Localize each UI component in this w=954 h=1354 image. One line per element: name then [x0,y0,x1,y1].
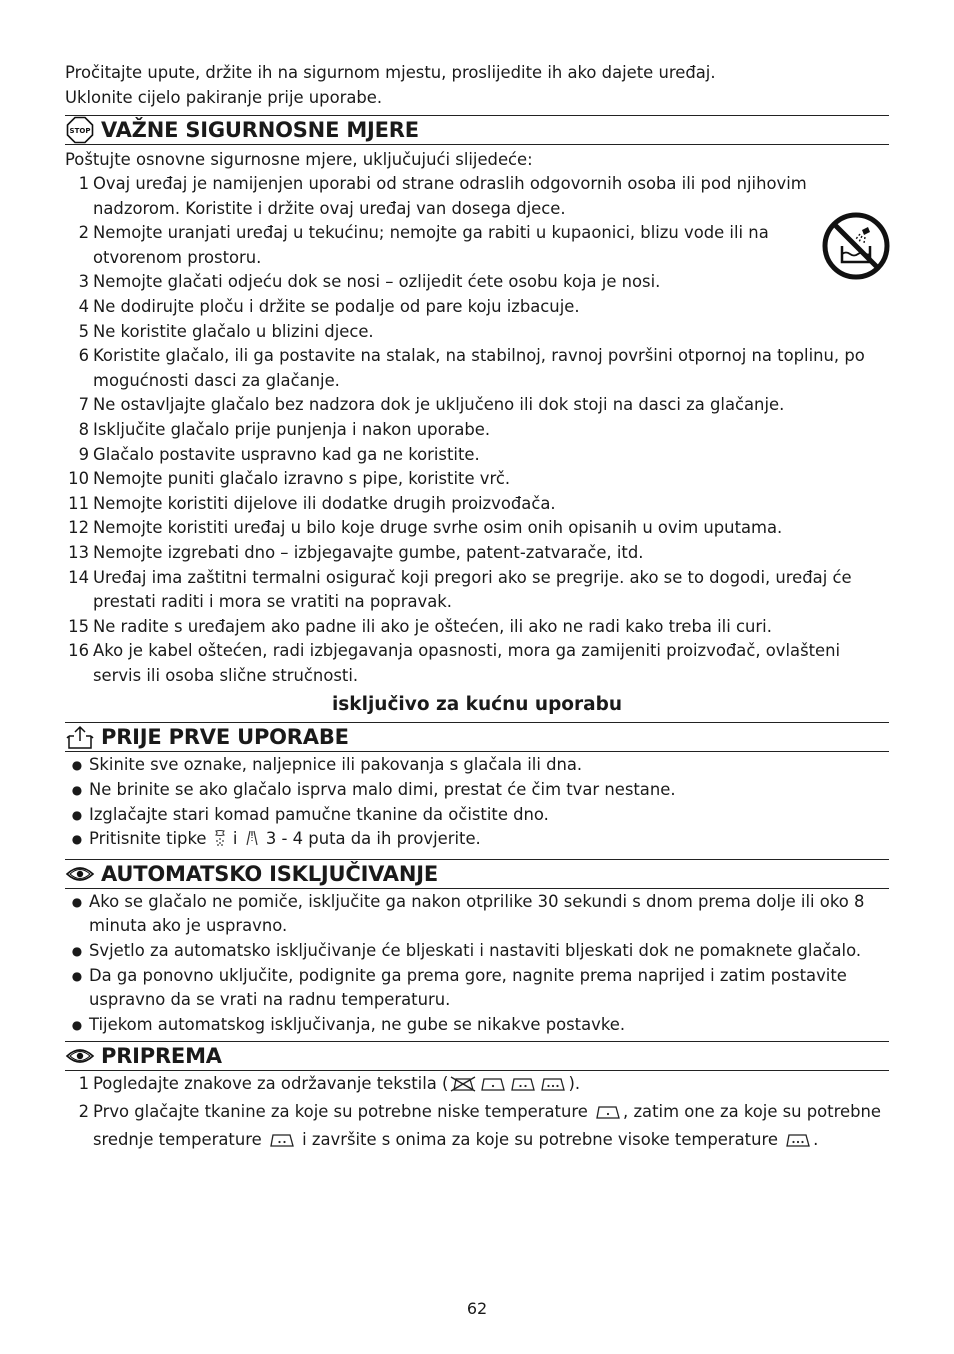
bullet-icon: ● [71,944,83,959]
bullet-icon: ● [71,783,83,798]
safety-list [65,172,889,688]
safety-item [65,344,889,393]
bullet-icon: ● [71,807,83,822]
intro-line-2: Uklonite cijelo pakiranje prije uporabe. [65,88,383,107]
list-item [65,1013,889,1038]
list-item [65,964,889,1013]
item-text: Nemojte izgrebati dno – izbjegavajte gumbe, patent-zatvarače, itd. [93,542,644,562]
first-use-list-last [65,827,889,855]
list-item [65,939,889,964]
iron-high-icon [538,1075,568,1100]
item-number: 1 [78,1074,89,1094]
page-number: 62 [466,1299,488,1318]
bullet-icon: ● [71,1017,83,1032]
bullet-icon: ● [71,894,83,909]
press-buttons-text: Pritisnite tipke [89,829,207,849]
item-number: 8 [78,419,89,439]
safety-item [65,295,889,320]
auto-off-title: AUTOMATSKO ISKLJUČIVANJE [101,861,438,886]
item-number: 12 [68,518,89,538]
safety-item [65,221,889,270]
iron-medium-icon [267,1131,297,1156]
safety-item [65,172,889,221]
intro [65,60,889,110]
item-text: Nemojte koristiti uređaj u bilo koje druge svrhe osim onih opisanih u ovim uputama. [93,518,783,538]
item-text: Ako je kabel oštećen, radi izbjegavanja opasnosti, mora ga zamijeniti proizvođač, ovlašteni servis ili osoba slične stručnosti. [93,641,841,685]
item-text: Ako se glačalo ne pomiče, isključite ga nakon otprilike 30 sekundi s dnom prema dolje ili oko 8 minuta ako je uspravno. [89,891,865,936]
item-text: Koristite glačalo, ili ga postavite na stalak, na stabilnoj, ravnoj površini otpornoj na toplinu, po mogućnosti dasci za glačanje. [93,346,865,390]
item-text: Ne dodirujte ploču i držite se podalje od pare koju izbacuje. [93,296,580,316]
item-number: 11 [68,493,89,513]
item-text: Svjetlo za automatsko isključivanje će bljeskati i nastaviti bljeskati dok ne pomaknete glačalo. [89,941,862,961]
safety-title: VAŽNE SIGURNOSNE MJERE [101,118,419,142]
iron-high-icon [783,1131,813,1156]
item-text: Da ga ponovno uključite, podignite ga prema gore, nagnite prema naprijed i zatim postavite uspravno da se vrati na radnu temperaturu. [89,965,847,1010]
list-item [65,753,889,778]
item-text: Nemojte glačati odjeću dok se nosi – ozlijedit ćete osobu koja je nosi. [93,272,661,292]
preparation-list [65,1072,889,1155]
low-temp-text: Prvo glačajte tkanine za koje su potrebne niske temperature [93,1102,588,1121]
first-use-title: PRIJE PRVE UPORABE [101,725,349,750]
item-number: 4 [78,296,89,316]
steam-shot-button-icon [243,829,261,855]
item-text: Glačalo postavite uspravno kad ga ne koristite. [93,444,480,464]
list-item [65,827,889,855]
eye-icon [65,861,95,887]
list-item [65,1100,889,1155]
intro-line-1: Pročitajte upute, držite ih na sigurnom mjestu, proslijedite ih ako dajete uređaj. [65,63,716,82]
safety-item [65,541,889,566]
item-text: Nemojte koristiti dijelove ili dodatke drugih proizvođača. [93,493,556,513]
item-text: Izglačajte stari komad pamučne tkanine da očistite dno. [89,804,549,824]
list-item [65,1072,889,1100]
and-text: i [232,829,238,849]
document-page [65,60,889,1155]
item-text: Ne ostavljajte glačalo bez nadzora dok je uključeno ili dok stoji na dasci za glačanje. [93,395,785,415]
high-temp-text: i završite s onima za koje su potrebne visoke temperature [302,1129,778,1149]
first-use-list [65,753,889,827]
item-number: 2 [78,1102,89,1121]
do-not-iron-icon [448,1075,478,1100]
item-number: 5 [78,321,89,341]
unpack-box-icon [65,724,95,750]
item-number: 7 [78,395,89,415]
list-item [65,890,889,939]
preparation-title: PRIPREMA [101,1044,222,1069]
item-number: 13 [68,542,89,562]
item-number: 6 [78,346,89,366]
care-labels-close: ). [568,1074,581,1094]
item-number: 10 [68,469,89,489]
first-use-section-header [65,722,889,752]
list-item [65,803,889,828]
safety-item [65,467,889,492]
item-number: 9 [78,444,89,464]
item-number: 1 [78,174,89,193]
item-number: 14 [68,567,89,587]
auto-off-list [65,890,889,1038]
period-text: . [813,1129,819,1149]
household-note: isključivo za kućnu uporabu [331,694,623,716]
spray-button-icon [212,829,228,855]
eye-icon [65,1043,95,1069]
item-text: Nemojte puniti glačalo izravno s pipe, koristite vrč. [93,469,511,489]
care-labels-text: Pogledajte znakove za održavanje tekstila ( [93,1074,449,1094]
bullet-icon: ● [71,832,83,847]
bullet-icon: ● [71,758,83,773]
safety-section-header [65,115,889,145]
item-number: 15 [68,616,89,636]
safety-item [65,492,889,517]
item-text: Uređaj ima zaštitni termalni osigurač koji pregori ako se pregrije. ako se to dogodi, uređaj će prestati raditi i mora se vratiti na popravak. [93,567,852,612]
safety-item [65,320,889,345]
bullet-icon: ● [71,968,83,983]
iron-medium-icon [508,1075,538,1100]
safety-item [65,516,889,541]
item-text: Isključite glačalo prije punjenja i nakon uporabe. [93,419,491,439]
preparation-section-header [65,1041,889,1071]
item-text: Tijekom automatskog isključivanja, ne gube se nikakve postavke. [89,1014,626,1034]
safety-item [65,615,889,640]
item-text: Ne brinite se ako glačalo isprva malo dimi, prestat će čim tvar nestane. [89,780,676,800]
safety-lead: Poštujte osnovne sigurnosne mjere, uključujući slijedeće: [65,150,533,169]
item-text: Ne koristite glačalo u blizini djece. [93,321,374,341]
safety-item [65,639,889,688]
no-water-warning-icon [822,212,890,280]
stop-icon [65,117,95,143]
safety-item [65,270,889,295]
medium-temp-text: , zatim one za koje su potrebne srednje temperature [93,1102,881,1149]
item-number: 16 [68,641,89,661]
safety-item [65,418,889,443]
item-text: Skinite sve oznake, naljepnice ili pakovanja s glačala ili dna. [89,755,583,775]
safety-item [65,393,889,418]
check-count-text: 3 - 4 puta da ih provjerite. [265,829,481,849]
safety-item [65,566,889,615]
item-number: 2 [78,223,89,243]
iron-low-icon [478,1075,508,1100]
list-item [65,778,889,803]
svg-text:STOP: STOP [69,127,91,136]
item-text: Ovaj uređaj je namijenjen uporabi od strane odraslih odgovornih osoba ili pod njihovim nadzorom. Koristite i držite ovaj uređaj van dosega djece. [93,174,807,218]
item-text: Nemojte uranjati uređaj u tekućinu; nemojte ga rabiti u kupaonici, blizu vode ili na otvorenom prostoru. [93,223,769,267]
item-text: Ne radite s uređajem ako padne ili ako je oštećen, ili ako ne radi kako treba ili curi. [93,616,772,636]
auto-off-section-header [65,859,889,889]
iron-low-icon [593,1103,623,1128]
safety-item [65,443,889,468]
item-number: 3 [78,272,89,292]
